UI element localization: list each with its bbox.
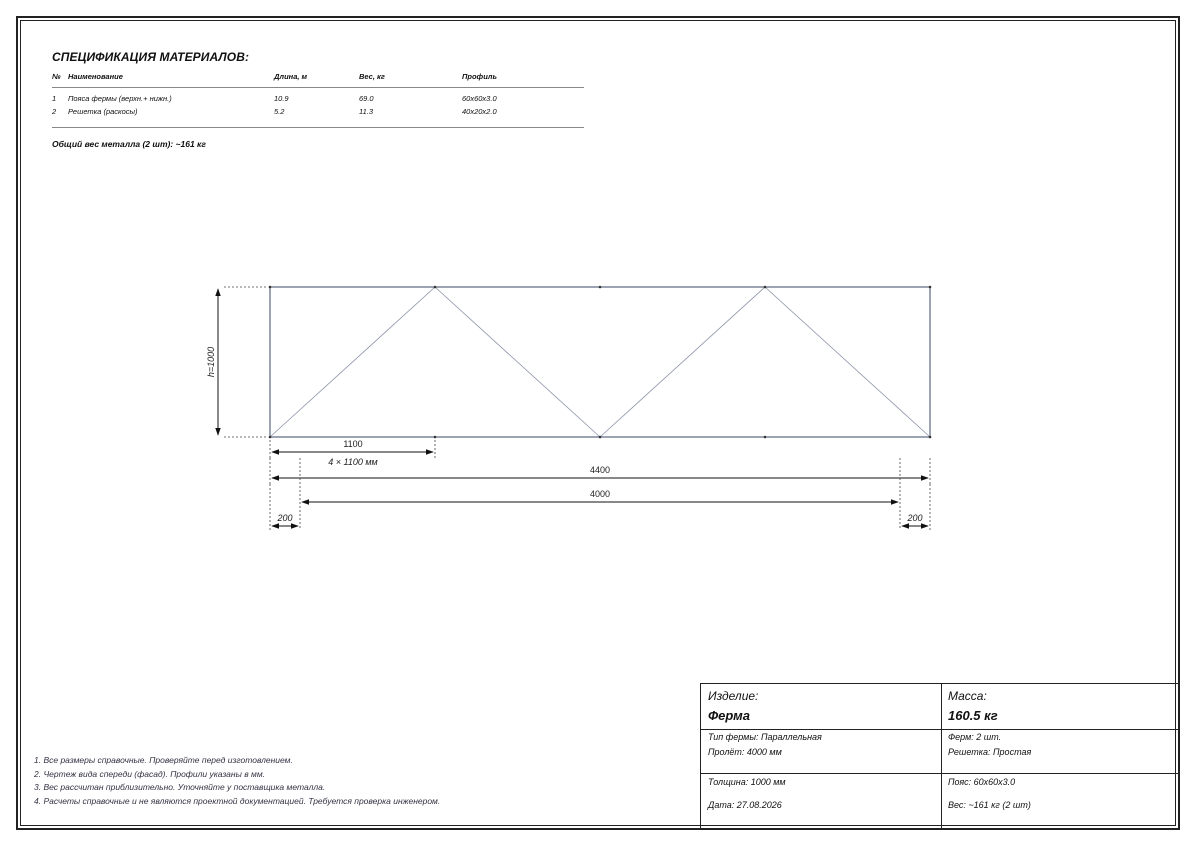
notes [34, 754, 440, 809]
node [764, 286, 767, 289]
span-value: Пролёт: 4000 мм [708, 747, 782, 757]
node [269, 436, 272, 439]
weight-value: Вес: ~161 кг (2 шт) [948, 800, 1031, 810]
diagonal [765, 287, 930, 437]
height-label: h=1000 [206, 346, 216, 378]
node [929, 436, 932, 439]
node [599, 436, 602, 439]
node [764, 436, 767, 439]
truss-nodes [269, 286, 932, 439]
spec-cell: 40x20x2.0 [462, 107, 497, 116]
spec-cell: 10.9 [274, 94, 289, 103]
title-block [700, 683, 1180, 828]
product-value: Ферма [708, 708, 750, 723]
right-offset-label: 200 [907, 513, 923, 523]
node [269, 286, 272, 289]
panel-label: 1100 [343, 439, 363, 449]
spec-cell: Решетка (раскосы) [68, 107, 138, 116]
panel-count-label: 4 × 1100 мм [328, 457, 378, 467]
note-item: 4. Расчеты справочные и не являются проектной документацией. Требуется проверка инженером. [34, 796, 441, 807]
note-item: 1. Все размеры справочные. Проверяйте перед изготовлением. [34, 755, 293, 765]
spec-header-length: Длина, м [274, 72, 308, 81]
spec-cell: 11.3 [359, 107, 374, 116]
title-block-divider [701, 729, 1180, 730]
left-offset-label: 200 [277, 513, 293, 523]
date-value: Дата: 27.08.2026 [708, 800, 782, 810]
spec-cell: Пояса фермы (верхн.+ нижн.) [68, 94, 172, 103]
spec-cell: 1 [52, 94, 57, 103]
lattice-type: Решетка: Простая [948, 747, 1032, 757]
node [929, 286, 932, 289]
spec-header-num: № [52, 72, 61, 81]
spec-header-weight: Вес, кг [359, 72, 385, 81]
spec-cell: 69.0 [359, 94, 374, 103]
diagonal [600, 287, 765, 437]
thickness-value: Толщина: 1000 мм [708, 777, 786, 787]
node [434, 286, 437, 289]
spec-total: Общий вес металла (2 шт): ~161 кг [52, 139, 206, 149]
title-block-divider [941, 684, 942, 828]
node [434, 436, 437, 439]
spec-cell: 5.2 [274, 107, 285, 116]
spec-cell: 2 [52, 107, 57, 116]
spec-title: СПЕЦИФИКАЦИЯ МАТЕРИАЛОВ: [52, 50, 250, 64]
diagonal [435, 287, 600, 437]
title-block-divider [701, 773, 1180, 774]
spec-header-profile: Профиль [462, 72, 497, 81]
truss-type: Тип фермы: Параллельная [708, 732, 822, 742]
note-item: 2. Чертеж вида спереди (фасад). Профили указаны в мм. [34, 768, 266, 779]
product-label: Изделие: [708, 689, 759, 703]
overall-label: 4400 [589, 465, 611, 475]
mass-label: Масса: [948, 689, 987, 703]
spec-cell: 60x60x3.0 [462, 94, 497, 103]
mass-value: 160.5 кг [948, 708, 998, 723]
span-label: 4000 [589, 489, 611, 499]
diagonal [270, 287, 435, 437]
chord-value: Пояс: 60x60x3.0 [948, 777, 1016, 787]
truss-count: Ферм: 2 шт. [948, 732, 1002, 742]
note-item: 3. Вес рассчитан приблизительно. Уточняйте у поставщика металла. [34, 782, 326, 793]
spec-header-name: Наименование [68, 72, 123, 81]
node [599, 286, 602, 289]
